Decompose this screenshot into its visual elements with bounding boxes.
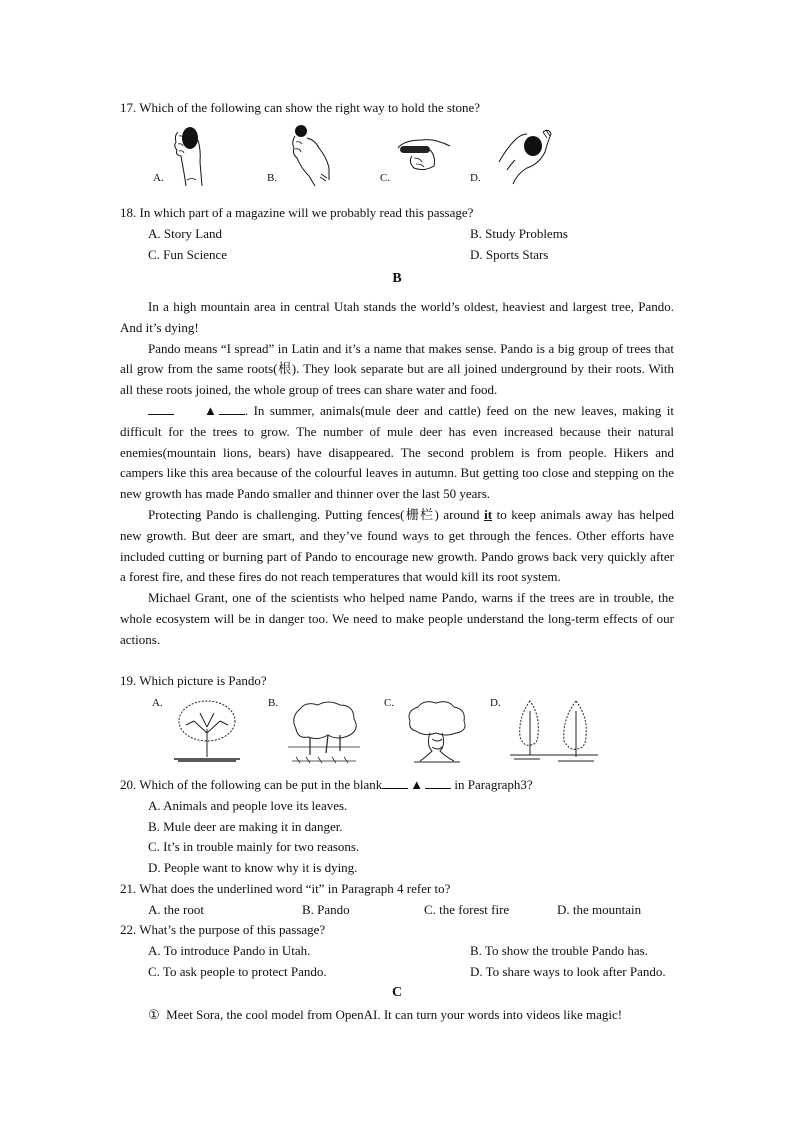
paragraph-4-text-start: Protecting Pando is challenging. Putting fences(栅栏) around bbox=[148, 506, 485, 522]
q20-option-c[interactable]: C. It’s in trouble mainly for two reasons. bbox=[148, 839, 360, 854]
question-20 bbox=[120, 777, 533, 793]
q21-option-a[interactable]: A. the root bbox=[148, 902, 204, 917]
blank-line bbox=[219, 404, 245, 415]
q19-option-b-label: B. bbox=[268, 697, 279, 709]
blank-line bbox=[382, 778, 408, 789]
q20-option-b[interactable]: B. Mule deer are making it in danger. bbox=[148, 819, 343, 834]
q18-option-d[interactable]: D. Sports Stars bbox=[470, 247, 549, 262]
section-c-paragraph-1 bbox=[148, 1007, 674, 1023]
question-20-text-start: 20. Which of the following can be put in the blank bbox=[120, 777, 383, 792]
q19-option-a-label: A. bbox=[152, 697, 163, 709]
q18-option-c[interactable]: C. Fun Science bbox=[148, 247, 228, 262]
two-poplar-trees-icon bbox=[510, 697, 600, 767]
single-tree-with-roots-icon bbox=[172, 699, 242, 765]
triangle-blank-marker-icon: ▲ bbox=[410, 777, 424, 792]
open-palm-stone-icon bbox=[495, 124, 555, 186]
circled-number-one-marker: ① bbox=[148, 1007, 160, 1022]
hand-gripping-stone-icon bbox=[170, 122, 210, 188]
q17-option-d-label: D. bbox=[470, 172, 481, 184]
q21-option-d[interactable]: D. the mountain bbox=[557, 902, 642, 917]
triangle-blank-marker-icon: ▲ bbox=[204, 402, 217, 418]
tree-group-icon bbox=[288, 699, 360, 765]
q17-option-b-label: B. bbox=[267, 172, 278, 184]
blank-line bbox=[148, 404, 174, 415]
q18-option-a[interactable]: A. Story Land bbox=[148, 226, 223, 241]
question-17: 17. Which of the following can show the right way to hold the stone? bbox=[120, 100, 481, 115]
q22-option-c[interactable]: C. To ask people to protect Pando. bbox=[148, 964, 327, 979]
q17-option-a-label: A. bbox=[153, 172, 164, 184]
question-20-text-end: in Paragraph3? bbox=[454, 777, 533, 792]
question-19: 19. Which picture is Pando? bbox=[120, 673, 267, 688]
q19-option-c-label: C. bbox=[384, 697, 395, 709]
q22-option-d[interactable]: D. To share ways to look after Pando. bbox=[470, 964, 666, 979]
q22-option-b[interactable]: B. To show the trouble Pando has. bbox=[470, 943, 648, 958]
q17-option-c-label: C. bbox=[380, 172, 391, 184]
section-c-paragraph-1-text: Meet Sora, the cool model from OpenAI. It can turn your words into videos like magic! bbox=[166, 1007, 623, 1022]
underlined-word-it: it bbox=[484, 506, 493, 522]
q20-option-d[interactable]: D. People want to know why it is dying. bbox=[148, 860, 358, 875]
hand-pinching-stone-icon bbox=[285, 122, 335, 188]
question-21: 21. What does the underlined word “it” in Paragraph 4 refer to? bbox=[120, 881, 451, 896]
section-b-heading: B bbox=[392, 271, 402, 286]
q22-option-a[interactable]: A. To introduce Pando in Utah. bbox=[148, 943, 311, 958]
paragraph-1: In a high mountain area in central Utah stands the world’s oldest, heaviest and largest tree, Pando. And it’s dying! bbox=[120, 299, 674, 335]
q21-option-b[interactable]: B. Pando bbox=[302, 902, 350, 917]
paragraph-5: Michael Grant, one of the scientists who helped name Pando, warns if the trees are in trouble, the whole ecosystem will be in danger too. We need to make people understand the long-term effects of our actions. bbox=[120, 590, 674, 647]
q17-image-options bbox=[140, 122, 570, 188]
section-b-passage bbox=[120, 297, 674, 651]
twisted-trunk-tree-icon bbox=[404, 699, 470, 765]
q19-option-d-label: D. bbox=[490, 697, 501, 709]
blank-line bbox=[425, 778, 451, 789]
q21-option-c[interactable]: C. the forest fire bbox=[424, 902, 510, 917]
paragraph-4 bbox=[120, 505, 674, 588]
section-c-heading: C bbox=[391, 985, 403, 1000]
question-22: 22. What’s the purpose of this passage? bbox=[120, 922, 326, 937]
q19-image-options bbox=[148, 695, 618, 769]
question-18: 18. In which part of a magazine will we probably read this passage? bbox=[120, 205, 474, 220]
q18-option-b[interactable]: B. Study Problems bbox=[470, 226, 568, 241]
paragraph-2: Pando means “I spread” in Latin and it’s a name that makes sense. Pando is a big group of trees that all grow from the same roots(根). They look separate but are all joined underground by their roots. With all these roots joined, the whole group of trees can share water and food. bbox=[120, 340, 674, 398]
paragraph-4-text-end: to keep animals away has helped new growth. But deer are smart, and they’ve found ways to get through the fences. Other efforts have included cutting or burning part of Pando to encourage new growth. Pando grows back very quickly after a forest fire, and these fires do not reach temperatures that would kill its root system. bbox=[120, 506, 675, 585]
hand-holding-flat-stone-icon bbox=[394, 132, 454, 176]
paragraph-3-text: . In summer, animals(mule deer and cattle) feed on the new leaves, making it difficult for the trees to grow. The number of mule deer has even increased because their natural enemies(mountain lions, bears) have disappeared. The second problem is from people. Hikers and campers like this area because of the colourful leaves in autumn. But getting too close and stepping on the new growth has made Pando smaller and thinner over the last 50 years. bbox=[120, 402, 674, 502]
paragraph-3 bbox=[120, 401, 674, 505]
q20-option-a[interactable]: A. Animals and people love its leaves. bbox=[148, 798, 348, 813]
